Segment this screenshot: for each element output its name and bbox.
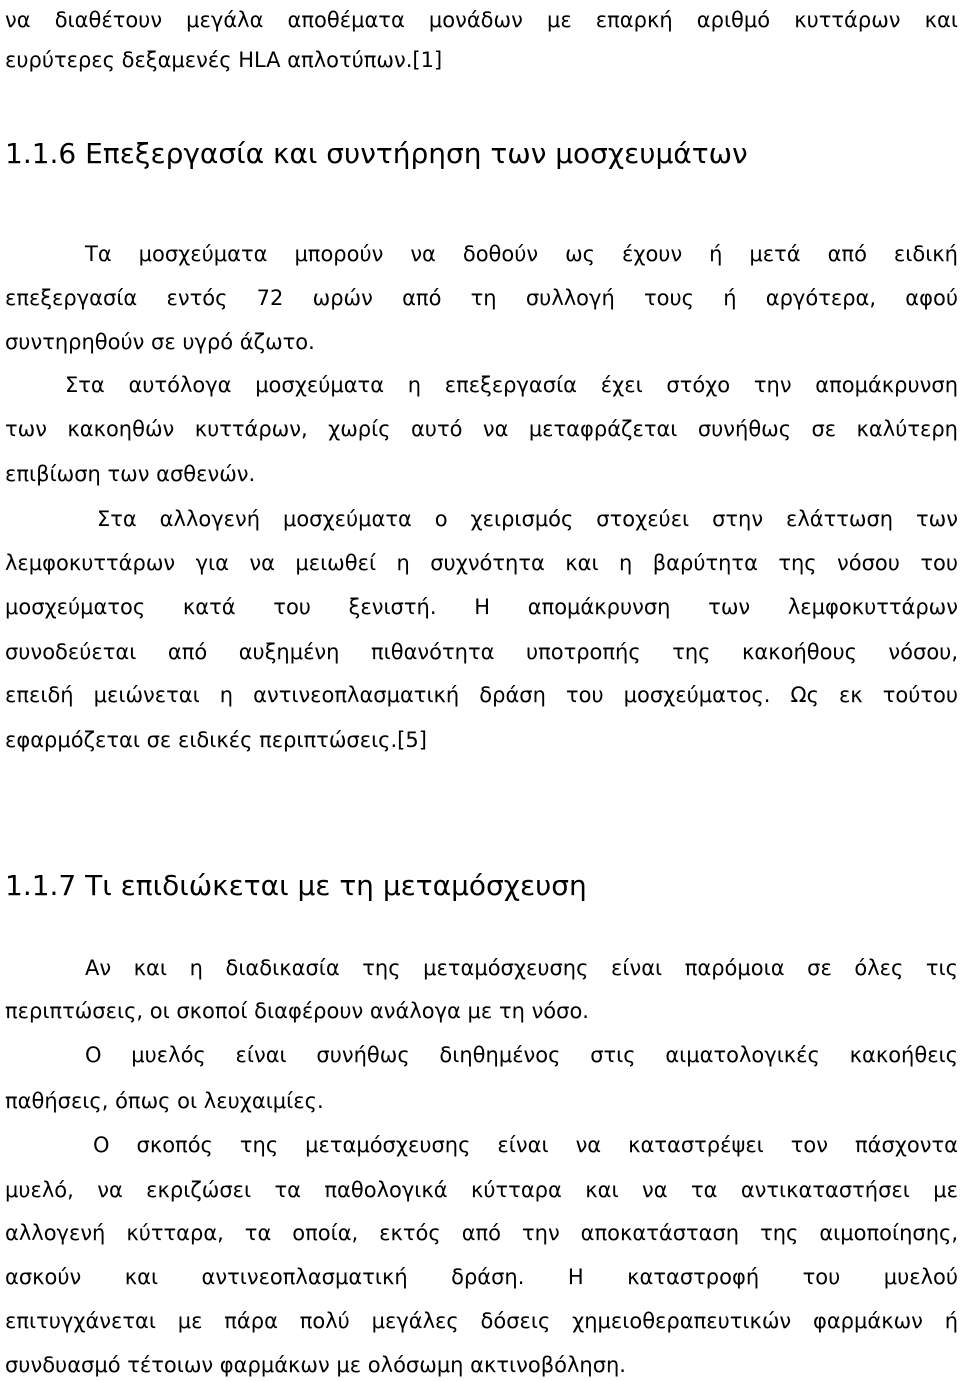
paragraph-line: συνδυασμό τέτοιων φαρμάκων με ολόσωμη ακτινοβόληση. xyxy=(5,1353,626,1377)
paragraph-line: να διαθέτουν μεγάλα αποθέματα μονάδων με επαρκή αριθμό κυττάρων και xyxy=(5,8,958,32)
paragraph-line: παθήσεις, όπως οι λευχαιμίες. xyxy=(5,1089,324,1113)
paragraph-line: Ο μυελός είναι συνήθως διηθημένος στις αιματολογικές κακοήθεις xyxy=(85,1043,958,1067)
paragraph-line: Ο σκοπός της μεταμόσχευσης είναι να καταστρέψει τον πάσχοντα xyxy=(93,1133,958,1157)
paragraph-line: αλλογενή κύτταρα, τα οποία, εκτός από την αποκατάσταση της αιμοποίησης, xyxy=(5,1221,958,1245)
paragraph-line: ευρύτερες δεξαμενές HLA απλοτύπων.[1] xyxy=(5,48,443,72)
paragraph-line: επειδή μειώνεται η αντινεοπλασματική δράση του μοσχεύματος. Ως εκ τούτου xyxy=(5,683,958,707)
paragraph-line: Τα μοσχεύματα μπορούν να δοθούν ως έχουν ή μετά από ειδική xyxy=(85,242,958,266)
paragraph-line: μοσχεύματος κατά του ξενιστή. Η απομάκρυνση των λεμφοκυττάρων xyxy=(5,595,958,619)
paragraph-line: συντηρηθούν σε υγρό άζωτο. xyxy=(5,330,315,354)
paragraph-line: περιπτώσεις, οι σκοποί διαφέρουν ανάλογα με τη νόσο. xyxy=(5,999,589,1023)
section-heading: 1.1.7 Τι επιδιώκεται με τη μεταμόσχευση xyxy=(5,869,587,902)
paragraph-line: εφαρμόζεται σε ειδικές περιπτώσεις.[5] xyxy=(5,728,427,752)
paragraph-line: επιβίωση των ασθενών. xyxy=(5,462,256,486)
paragraph-line: Στα αλλογενή μοσχεύματα ο χειρισμός στοχεύει στην ελάττωση των xyxy=(97,507,958,531)
paragraph-line: επιτυγχάνεται με πάρα πολύ μεγάλες δόσεις χημειοθεραπευτικών φαρμάκων ή xyxy=(5,1309,958,1333)
paragraph-line: συνοδεύεται από αυξημένη πιθανότητα υποτροπής της κακοήθους νόσου, xyxy=(5,640,958,664)
section-heading: 1.1.6 Επεξεργασία και συντήρηση των μοσχευμάτων xyxy=(5,137,748,170)
paragraph-line: λεμφοκυττάρων για να μειωθεί η συχνότητα και η βαρύτητα της νόσου του xyxy=(5,551,958,575)
paragraph-line: μυελό, να εκριζώσει τα παθολογικά κύτταρα και να τα αντικαταστήσει με xyxy=(5,1178,958,1202)
paragraph-line: ασκούν και αντινεοπλασματική δράση. Η καταστροφή του μυελού xyxy=(5,1265,958,1289)
paragraph-line: των κακοηθών κυττάρων, χωρίς αυτό να μεταφράζεται συνήθως σε καλύτερη xyxy=(5,417,958,441)
paragraph-line: Στα αυτόλογα μοσχεύματα η επεξεργασία έχει στόχο την απομάκρυνση xyxy=(65,373,958,397)
paragraph-line: επεξεργασία εντός 72 ωρών από τη συλλογή τους ή αργότερα, αφού xyxy=(5,286,958,310)
paragraph-line: Αν και η διαδικασία της μεταμόσχευσης είναι παρόμοια σε όλες τις xyxy=(85,956,958,980)
